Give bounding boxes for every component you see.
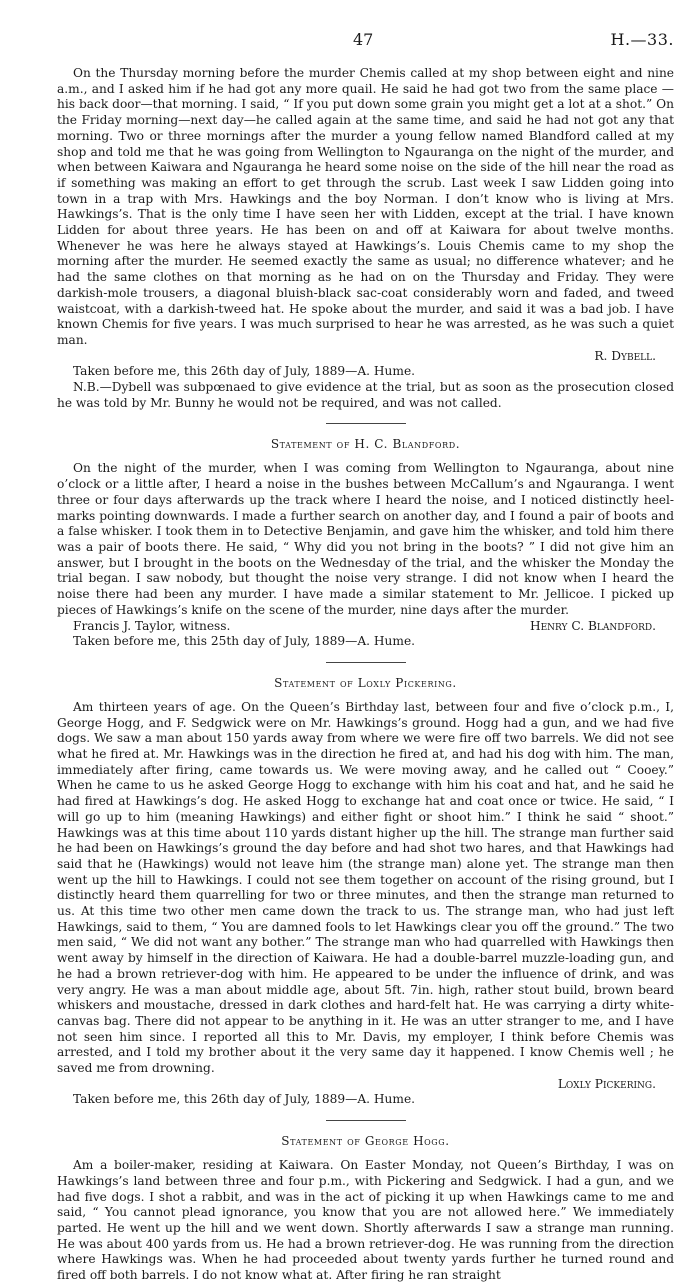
blandford-statement <box>57 437 674 649</box>
report-code: H.—33. <box>610 30 674 49</box>
blandford-witness: Francis J. Taylor, witness. <box>73 618 231 633</box>
hogg-heading: Statement of George Hogg. <box>281 1134 450 1149</box>
pickering-paragraph: Am thirteen years of age. On the Queen’s Birthday last, between four and five o’clock p.m., I, George Hogg, and F. Sedgwick were on Mr. Hawkings’s ground. Hogg had a gun, and we had five dogs. We saw a man about 150 yards away from where we were fire off two barrels. We did not see what he fired at. Mr. Hawkings was in the direction he fired at, and had his dog with him. The man, immediately after firing, came towards us. We were moving away, and he called out “ Cooey.” When he came to us he asked George Hogg to exchange with him his coat and hat, and he said he had fired at Hawkings’s dog. He asked Hogg to exchange hat and coat once or twice. He said, “ I will go up to him (meaning Hawkings) and either fight or shoot him.” I think he said “ shoot.” Hawkings was at this time about 110 yards distant higher up the hill. The strange man further said he had been on Hawkings’s ground the day before and had shot two hares, and that Hawkings had said that he (Hawkings) would not leave him (the strange man) alone yet. The strange man then went up the hill to Hawkings. I could not see them together on account of the rising ground, but I distinctly heard them quarrelling for two or three minutes, and then the strange man returned to us. At this time two other men came down the track to us. The strange man, who had just left Hawkings, said to them, “ You are damned fools to let Hawkings clear you off the ground.” The two men said, “ We did not want any bother.” The strange man who had quarrelled with Hawkings then went away by himself in the direction of Kaiwara. He had a double-barrel muzzle-loading gun, and he had a brown retriever-dog with him. He appeared to be under the influence of drink, and was very angry. He was a man about middle age, about 5ft. 7in. high, rather stout build, brown beard whiskers and moustache, dressed in dark clothes and hard-felt hat. He was carrying a dirty white-canvas bag. There did not appear to be anything in it. He was an utter stranger to me, and I have not seen him since. I reported all this to Mr. Davis, my employer, I think before Chemis was arrested, and I told my brother about it the very same day it happened. I know Chemis well ; he saved me from drowning. <box>57 699 674 1076</box>
dybell-signature: R. Dybell. <box>594 348 656 363</box>
blandford-signature: Henry C. Blandford. <box>529 618 656 633</box>
hogg-paragraph: Am a boiler-maker, residing at Kaiwara. On Easter Monday, not Queen’s Birthday, I was on Hawkings’s land between three and four p.m., with Pickering and Sedgwick. I had a gun, and we had five dogs. I shot a rabbit, and was in the act of picking it up when Hawkings came to me and said, “ You cannot plead ignorance, you know that you are not allowed here.” We immediately parted. He went up the hill and we went down. Shortly afterwards I saw a strange man running. He was about 400 yards from us. He had a brown retriever-dog. He was running from the direction where Hawkings was. When he had proceeded about twenty yards further he turned round and fired off both barrels. I do not know what at. After firing he ran straight <box>57 1158 674 1283</box>
dybell-statement <box>57 66 674 411</box>
pickering-taken-before: Taken before me, this 26th day of July, 1889—A. Hume. <box>73 1092 416 1107</box>
section-divider <box>326 662 406 663</box>
dybell-paragraph: On the Thursday morning before the murder Chemis called at my shop between eight and nine a.m., and I asked him if he had got any more quail. He said he had got two from the same place —his back door—that morning. I said, “ If you put down some grain you might get a lot at a shot.” On the Friday morning—next day—he called again at the same time, and said he had not got any that morning. Two or three mornings after the murder a young fellow named Blandford called at my shop and told me that he was going from Wellington to Ngauranga on the night of the murder, and when between Kaiwara and Ngauranga he heard some noise on the side of the hill near the road as if something was making an effort to get through the scrub. Last week I saw Lidden going into town in a trap with Mrs. Hawkings and the boy Norman. I don’t know who is living at Mrs. Hawkings’s. That is the only time I have seen her with Lidden, except at the trial. I have known Lidden for about three years. He has been on and off at Kaiwara for about twelve months. Whenever he was here he always stayed at Hawkings’s. Louis Chemis came to my shop the morning after the murder. He seemed exactly the same as usual; no difference whatever; and he had the same clothes on that morning as he had on on the Thursday and Friday. They were darkish-mole trousers, a diagonal bluish-black sac-coat considerably worn and faded, and tweed waistcoat, with a darkish-tweed hat. He spoke about the murder, and said it was a bad job. I have known Chemis for five years. I was much surprised to hear he was arrested, as he was such a quiet man. <box>57 66 674 347</box>
blandford-signature-line <box>57 619 674 635</box>
blandford-paragraph: On the night of the murder, when I was coming from Wellington to Ngauranga, about nine o’clock or a little after, I heard a noise in the bushes between McCallum’s and Ngauranga. I went three or four days afterwards up the track where I heard the noise, and I noticed distinctly heel-marks pointing downwards. I made a further search on another day, and I found a pair of boots and a false whisker. I took them in to Detective Benjamin, and gave him the whisker, and told him there was a pair of boots there. He said, “ Why did you not bring in the boots? ” I did not give him an answer, but I brought in the boots on the Wednesday of the trial, and the whisker the Monday the trial began. I saw nobody, but thought the noise very strange. I did not know when I heard the noise there had been any murder. I have made a similar statement to Mr. Jellicoe. I picked up pieces of Hawkings’s knife on the scene of the murder, nine days after the murder. <box>57 461 674 617</box>
blandford-heading: Statement of H. C. Blandford. <box>270 437 461 452</box>
section-divider <box>326 1120 406 1121</box>
page-number: 47 <box>353 30 374 49</box>
pickering-heading: Statement of Loxly Pickering. <box>274 675 457 690</box>
pickering-signature: Loxly Pickering. <box>557 1076 656 1091</box>
blandford-taken-before: Taken before me, this 25th day of July, 1889—A. Hume. <box>73 634 416 649</box>
pickering-statement <box>57 676 674 1108</box>
dybell-note: N.B.—Dybell was subpœnaed to give evidence at the trial, but as soon as the prosecution closed he was told by Mr. Bunny he would not be required, and was not called. <box>57 380 674 410</box>
section-divider <box>326 423 406 424</box>
dybell-taken-before: Taken before me, this 26th day of July, 1889—A. Hume. <box>73 364 416 379</box>
hogg-statement <box>57 1134 674 1284</box>
page-header <box>57 0 674 66</box>
